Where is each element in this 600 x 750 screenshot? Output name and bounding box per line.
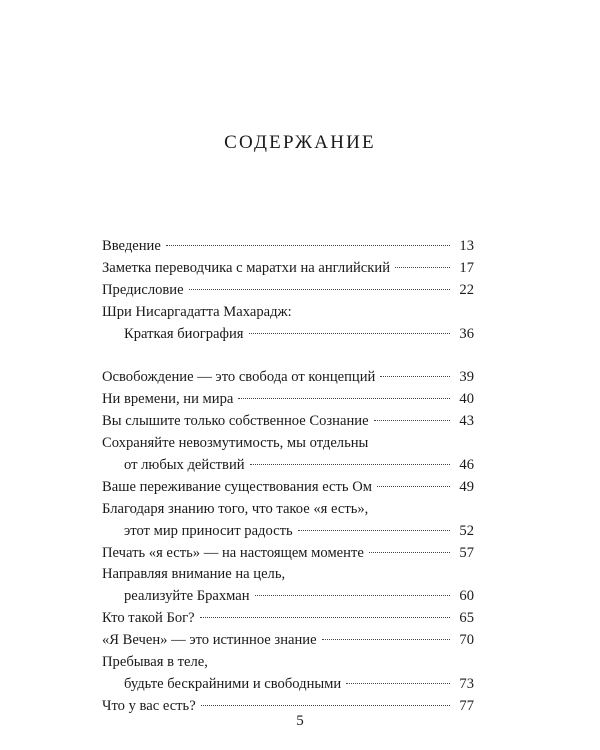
toc-entry-line (102, 564, 474, 586)
toc-entry-line (102, 411, 474, 433)
dot-leader (201, 705, 450, 706)
toc-entry[interactable] (102, 608, 474, 630)
toc-entry[interactable] (102, 433, 474, 477)
toc-page-number: 43 (459, 413, 474, 430)
toc-page-number: 40 (459, 391, 474, 408)
toc-entry-title: Сохраняйте невозмутимость, мы отдельны (102, 435, 369, 452)
dot-leader (377, 486, 450, 487)
dot-leader (395, 267, 450, 268)
toc-entry[interactable] (102, 499, 474, 543)
toc-entry[interactable] (102, 302, 474, 346)
toc-page-number: 36 (459, 325, 474, 342)
toc-entry-line (102, 324, 474, 346)
toc-page-number: 60 (459, 588, 474, 605)
dot-leader (166, 245, 450, 246)
toc-entry-line (102, 302, 474, 324)
section-gap (102, 345, 474, 367)
toc-entry-line (102, 586, 474, 608)
toc-page-number: 65 (459, 610, 474, 627)
dot-leader (322, 639, 450, 640)
toc-entry-title: Предисловие (102, 281, 184, 298)
toc-page-number: 57 (459, 544, 474, 561)
toc-entry-title: Ни времени, ни мира (102, 391, 234, 408)
dot-leader (346, 683, 450, 684)
toc-page-number: 13 (459, 238, 474, 254)
toc-entry[interactable] (102, 477, 474, 499)
toc-entry-title: «Я Вечен» — это истинное знание (102, 632, 317, 649)
toc-entry-title: этот мир приносит радость (124, 522, 293, 539)
toc-entry-line (102, 477, 474, 499)
dot-leader (374, 420, 450, 421)
toc-entry-title: Кто такой Бог? (102, 610, 195, 627)
toc-entry-title: Что у вас есть? (102, 697, 196, 714)
toc-entry-title: будьте бескрайними и свободными (124, 675, 342, 692)
toc-entry[interactable] (102, 564, 474, 608)
dot-leader (255, 595, 450, 596)
dot-leader (369, 552, 450, 553)
toc-entry[interactable] (102, 652, 474, 696)
dot-leader (250, 464, 450, 465)
dot-leader (189, 289, 450, 290)
toc-entry-title: от любых действий (124, 457, 245, 474)
toc-entry[interactable] (102, 236, 474, 258)
toc-page-number: 17 (459, 259, 474, 276)
dot-leader (238, 398, 450, 399)
dot-leader (249, 333, 451, 334)
toc-entry-title: Пребывая в теле, (102, 654, 208, 671)
toc-entry-line (102, 433, 474, 455)
page-number: 5 (296, 713, 304, 729)
toc-entry-title: Освобождение — это свобода от концепций (102, 369, 376, 386)
toc-entry[interactable] (102, 630, 474, 652)
toc-entry-line (102, 236, 474, 258)
toc-entry[interactable] (102, 258, 474, 280)
toc-entry-line (102, 608, 474, 630)
toc-entry-line (102, 652, 474, 674)
toc-page-number: 39 (459, 369, 474, 386)
toc-entry-line (102, 280, 474, 302)
toc-entry-line (102, 258, 474, 280)
toc-entry-line (102, 499, 474, 521)
toc-page-number: 22 (459, 281, 474, 298)
toc-entry[interactable] (102, 389, 474, 411)
toc-entry[interactable] (102, 367, 474, 389)
toc-entry-title: Направляя внимание на цель, (102, 566, 286, 583)
toc-page-number: 77 (459, 697, 474, 714)
toc-page-number: 46 (459, 457, 474, 474)
toc-page-number: 70 (459, 632, 474, 649)
toc-entry-title: Благодаря знанию того, что такое «я есть», (102, 500, 369, 517)
toc-entry[interactable] (102, 280, 474, 302)
toc-entry-line (102, 367, 474, 389)
dot-leader (200, 617, 450, 618)
toc-entry-line (102, 521, 474, 543)
toc-entry-line (102, 389, 474, 411)
dot-leader (298, 530, 450, 531)
toc-entry-title: Ваше переживание существования есть Ом (102, 478, 372, 495)
toc-entry-title: Печать «я есть» — на настоящем моменте (102, 544, 364, 561)
toc-entry-title: Заметка переводчика с маратхи на английский (102, 259, 390, 276)
toc-entry-line (102, 674, 474, 696)
table-of-contents (102, 236, 474, 718)
toc-page-number: 49 (459, 478, 474, 495)
toc-entry-title: Краткая биография (124, 325, 244, 342)
toc-entry-title: Введение (102, 238, 161, 254)
toc-page-number: 52 (459, 522, 474, 539)
toc-entry-title: Шри Нисаргадатта Махарадж: (102, 303, 292, 320)
toc-entry-title: реализуйте Брахман (124, 588, 250, 605)
dot-leader (380, 376, 450, 377)
toc-page-number: 73 (459, 675, 474, 692)
toc-entry-line (102, 543, 474, 565)
toc-entry[interactable] (102, 411, 474, 433)
toc-entry-line (102, 455, 474, 477)
toc-entry[interactable] (102, 543, 474, 565)
toc-entry-line (102, 630, 474, 652)
page-title: СОДЕРЖАНИЕ (224, 132, 376, 153)
toc-entry-title: Вы слышите только собственное Сознание (102, 413, 369, 430)
